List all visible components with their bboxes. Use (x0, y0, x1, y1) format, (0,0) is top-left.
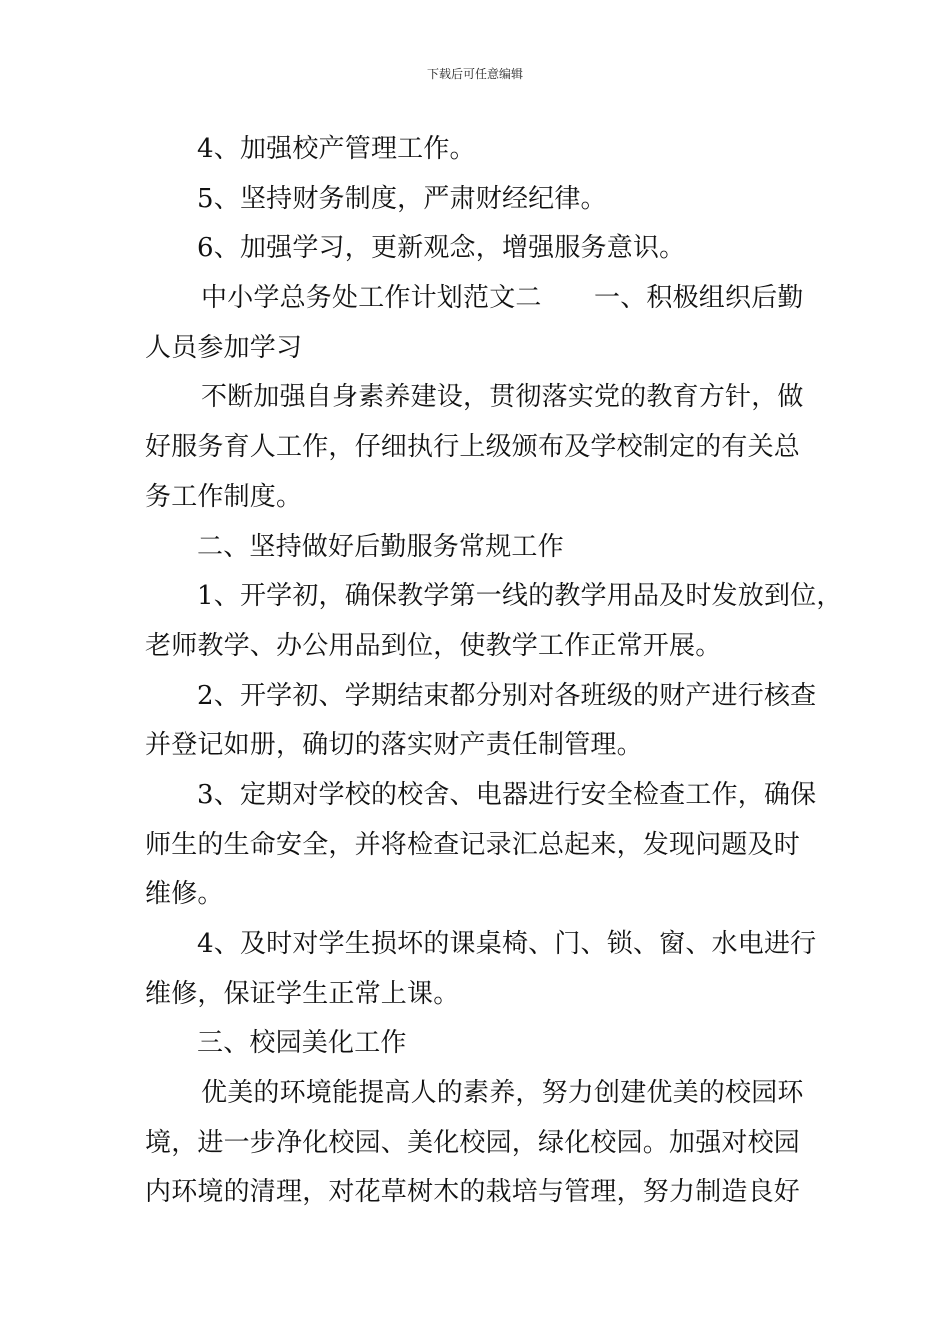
paragraph-line: 中小学总务处工作计划范文二 一、积极组织后勤 (201, 283, 804, 314)
document-body (145, 125, 843, 1218)
paragraph-line: 人员参加学习 (145, 332, 303, 363)
paragraph-line: 不断加强自身素养建设，贯彻落实党的教育方针，做 (201, 382, 804, 413)
paragraph-line: 6、加强学习，更新观念，增强服务意识。 (197, 233, 686, 264)
paragraph-line: 老师教学、办公用品到位，使教学工作正常开展。 (145, 630, 722, 661)
paragraph-line: 1、开学初，确保教学第一线的教学用品及时发放到位， (197, 581, 843, 612)
paragraph-line: 维修。 (145, 879, 224, 910)
paragraph-line: 2、开学初、学期结束都分别对各班级的财产进行核查 (197, 680, 817, 711)
paragraph-line: 境，进一步净化校园、美化校园，绿化校园。加强对校园 (145, 1127, 801, 1158)
paragraph-line: 并登记如册，确切的落实财产责任制管理。 (145, 730, 643, 761)
paragraph-line: 内环境的清理，对花草树木的栽培与管理，努力制造良好 (145, 1177, 801, 1208)
paragraph-line: 好服务育人工作，仔细执行上级颁布及学校制定的有关总 (145, 432, 801, 463)
page-header: 下载后可任意编辑 (426, 67, 523, 81)
paragraph-line: 4、及时对学生损坏的课桌椅、门、锁、窗、水电进行 (197, 929, 817, 959)
paragraph-line: 维修，保证学生正常上课。 (145, 978, 460, 1009)
paragraph-line: 5、坚持财务制度，严肃财经纪律。 (197, 183, 607, 214)
paragraph-line: 3、定期对学校的校舍、电器进行安全检查工作，确保 (197, 779, 817, 810)
paragraph-line: 师生的生命安全，并将检查记录汇总起来，发现问题及时 (145, 829, 801, 860)
paragraph-line: 优美的环境能提高人的素养，努力创建优美的校园环 (201, 1078, 804, 1109)
paragraph-line: 务工作制度。 (145, 481, 303, 512)
paragraph-line: 4、加强校产管理工作。 (197, 134, 476, 164)
section-heading: 二、坚持做好后勤服务常规工作 (197, 531, 564, 562)
section-heading: 三、校园美化工作 (197, 1028, 407, 1059)
